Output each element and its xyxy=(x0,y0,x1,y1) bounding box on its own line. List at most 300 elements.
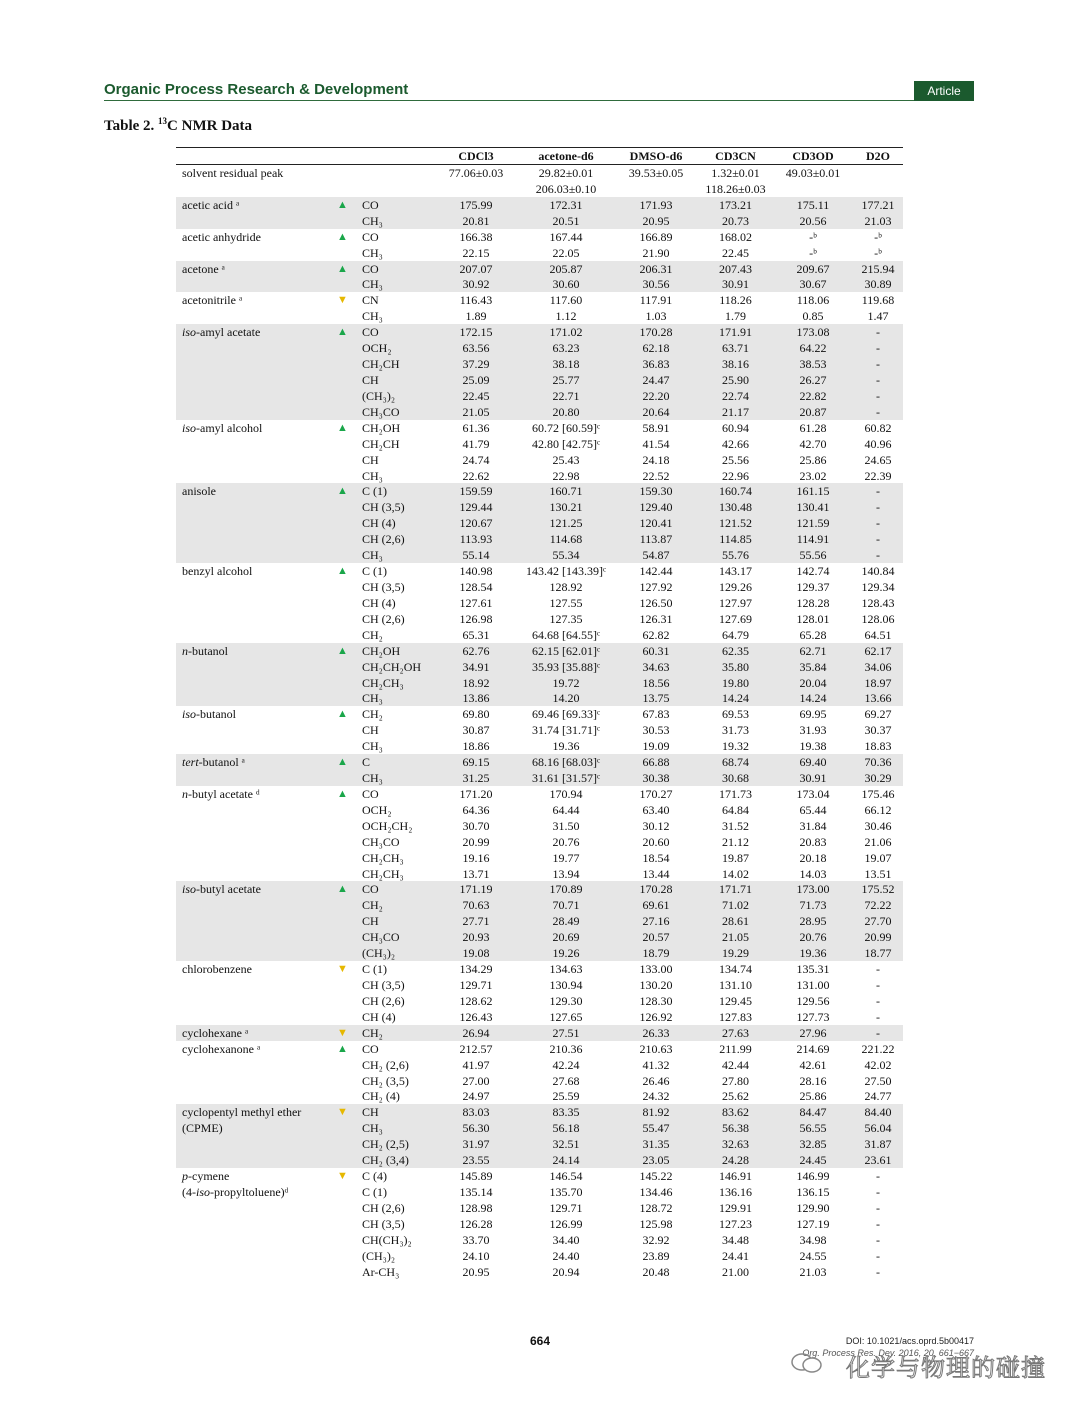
shift-value: 19.08 xyxy=(462,946,490,961)
shift-value: - xyxy=(876,357,880,372)
carbon-assignment: CH₃ xyxy=(362,691,383,706)
shift-value: 24.74 xyxy=(462,452,490,467)
shift-value: 116.43 xyxy=(459,293,493,308)
table-row xyxy=(176,929,903,945)
shift-value: 22.98 xyxy=(552,468,580,483)
shift-value: 77.06±0.03 xyxy=(448,166,504,180)
shift-value: 34.63 xyxy=(642,659,670,674)
shift-value: 25.56 xyxy=(722,452,749,467)
shift-value: 20.76 xyxy=(552,834,580,849)
shift-value: 63.56 xyxy=(462,341,490,356)
shift-value: 22.52 xyxy=(642,468,670,483)
shift-value: 24.14 xyxy=(552,1153,580,1168)
triangle-up-icon: ▲ xyxy=(337,230,348,243)
triangle-up-icon: ▲ xyxy=(337,326,348,339)
table-row xyxy=(176,961,903,977)
carbon-assignment: C (1) xyxy=(362,962,387,977)
shift-value: - xyxy=(876,1169,880,1184)
table-row xyxy=(176,977,903,993)
shift-value: - xyxy=(876,1248,880,1263)
compound-name: acetonitrile ᵃ xyxy=(182,293,243,308)
shift-value: 54.87 xyxy=(642,548,670,563)
carbon-assignment: CH₂OH xyxy=(362,420,401,435)
shift-value: 126.92 xyxy=(639,1009,673,1024)
caption-rest: C NMR Data xyxy=(167,118,253,134)
table-row xyxy=(176,1073,903,1089)
doi: DOI: 10.1021/acs.oprd.5b00417 xyxy=(845,1336,974,1346)
shift-value: 114.91 xyxy=(796,532,830,547)
table-row xyxy=(176,818,903,834)
shift-value: 27.80 xyxy=(722,1073,749,1088)
shift-value: 49.03±0.01 xyxy=(785,166,841,180)
table-row xyxy=(176,1216,903,1232)
shift-value: 18.56 xyxy=(642,675,670,690)
shift-value: 14.03 xyxy=(799,866,827,881)
shift-value: 21.12 xyxy=(722,834,749,849)
shift-value: 145.89 xyxy=(459,1169,493,1184)
carbon-assignment: CH₃ xyxy=(362,245,383,260)
shift-value: 114.85 xyxy=(719,532,752,547)
shift-value: 69.95 xyxy=(799,707,827,722)
shift-value: 128.01 xyxy=(796,611,830,626)
shift-value: 127.23 xyxy=(719,1216,752,1231)
shift-value: 128.43 xyxy=(861,595,895,610)
carbon-assignment: CH₃ xyxy=(362,1121,383,1136)
compound-name: p-cymene xyxy=(182,1169,230,1184)
table-row xyxy=(176,643,903,659)
carbon-assignment: CH₂CH₃ xyxy=(362,850,404,865)
shift-value: 69.46 [69.33]ᶜ xyxy=(531,707,601,722)
shift-value: 65.31 xyxy=(462,627,490,642)
table-row xyxy=(176,1248,903,1264)
shift-value: 121.59 xyxy=(796,516,830,531)
compound-name: acetone ᵃ xyxy=(182,261,225,276)
carbon-assignment: C xyxy=(362,755,371,770)
shift-value: 41.79 xyxy=(462,436,490,451)
shift-value: 128.72 xyxy=(639,1200,673,1215)
shift-value: 113.87 xyxy=(639,532,673,547)
table-row xyxy=(176,547,903,563)
compound-name: tert-butanol ᵃ xyxy=(182,755,245,770)
shift-value: 20.87 xyxy=(799,404,827,419)
caption-prefix: Table 2. xyxy=(104,118,159,134)
shift-value: 34.48 xyxy=(722,1232,749,1247)
shift-value: - xyxy=(876,1009,880,1024)
shift-value: 30.92 xyxy=(462,277,490,292)
shift-value: 23.61 xyxy=(864,1153,892,1168)
shift-value: 20.56 xyxy=(799,213,827,228)
shift-value: 83.62 xyxy=(722,1105,749,1120)
shift-value: 21.03 xyxy=(864,213,892,228)
shift-value: 27.51 xyxy=(552,1025,580,1040)
shift-value: 24.77 xyxy=(864,1089,892,1104)
shift-value: 19.77 xyxy=(552,850,580,865)
table-row xyxy=(176,706,903,722)
shift-value: 31.87 xyxy=(864,1137,892,1152)
shift-value: - xyxy=(876,388,880,403)
carbon-assignment: C (1) xyxy=(362,1185,387,1199)
shift-value: 20.83 xyxy=(799,834,827,849)
carbon-assignment: CH₂ (3,5) xyxy=(362,1073,409,1088)
table-row xyxy=(176,1152,903,1168)
shift-value: 27.68 xyxy=(552,1073,580,1088)
carbon-assignment: CH(CH₃)₂ xyxy=(362,1232,412,1247)
shift-value: 30.91 xyxy=(722,277,749,292)
table-row xyxy=(176,436,903,452)
shift-value: 14.20 xyxy=(552,691,580,706)
shift-value: 60.72 [60.59]ᶜ xyxy=(531,420,601,435)
shift-value: 25.43 xyxy=(552,452,580,467)
table-caption xyxy=(104,116,252,135)
shift-value: 129.71 xyxy=(459,978,493,993)
shift-value: 64.68 [64.55]ᶜ xyxy=(531,627,601,642)
table-row xyxy=(176,834,903,850)
shift-value: 63.23 xyxy=(552,341,580,356)
table-row xyxy=(176,770,903,786)
shift-value: 25.77 xyxy=(552,372,580,387)
triangle-up-icon: ▲ xyxy=(337,756,348,769)
shift-value: 129.90 xyxy=(796,1200,830,1215)
shift-value: 131.10 xyxy=(719,978,752,993)
shift-value: 128.62 xyxy=(459,993,493,1008)
table-row xyxy=(176,850,903,866)
shift-value: 19.29 xyxy=(722,946,749,961)
carbon-assignment: CH xyxy=(362,723,379,738)
shift-value: 127.83 xyxy=(719,1009,752,1024)
shift-value: 20.51 xyxy=(552,213,580,228)
shift-value: 84.47 xyxy=(799,1105,827,1120)
shift-value: 127.35 xyxy=(549,611,583,626)
shift-value: 24.10 xyxy=(462,1248,490,1263)
shift-value: 83.03 xyxy=(462,1105,490,1120)
shift-value: 18.79 xyxy=(642,946,670,961)
shift-value: 26.94 xyxy=(462,1025,490,1040)
shift-value: 42.44 xyxy=(722,1057,749,1072)
table-row xyxy=(176,1057,903,1073)
carbon-assignment: CH xyxy=(362,452,379,467)
shift-value: 21.05 xyxy=(462,404,490,419)
shift-value: 56.38 xyxy=(722,1121,749,1136)
shift-value: 24.65 xyxy=(864,452,892,467)
carbon-assignment: OCH₂ xyxy=(362,802,392,817)
shift-value: 140.98 xyxy=(459,564,493,579)
table-row xyxy=(176,866,903,882)
compound-name: acetic acid ᵃ xyxy=(182,197,240,212)
shift-value: 69.61 xyxy=(642,898,670,913)
shift-value: 35.84 xyxy=(799,659,827,674)
shift-value: 28.16 xyxy=(799,1073,827,1088)
compound-name: cyclohexane ᵃ xyxy=(182,1025,249,1040)
shift-value: 130.20 xyxy=(639,978,673,993)
table-row xyxy=(176,1009,903,1025)
table-row xyxy=(176,945,903,961)
shift-value: 170.89 xyxy=(549,882,583,897)
shift-value: 135.14 xyxy=(459,1185,493,1199)
shift-value: 20.76 xyxy=(799,930,827,945)
shift-value: 175.11 xyxy=(796,197,830,212)
shift-value: 214.69 xyxy=(796,1041,830,1056)
journal-title: Organic Process Research & Development xyxy=(104,81,409,98)
shift-value: - xyxy=(876,404,880,419)
shift-value: 129.45 xyxy=(719,993,752,1008)
shift-value: 24.40 xyxy=(552,1248,580,1263)
triangle-up-icon: ▲ xyxy=(337,1042,348,1055)
shift-value: 128.98 xyxy=(459,1200,493,1215)
shift-value: 30.68 xyxy=(722,771,749,786)
compound-name: chlorobenzene xyxy=(182,962,252,977)
shift-value: 127.19 xyxy=(796,1216,830,1231)
shift-value: - xyxy=(876,1216,880,1231)
carbon-assignment: CH (3,5) xyxy=(362,1216,405,1231)
carbon-assignment: CH₃ xyxy=(362,548,383,563)
shift-value: 130.94 xyxy=(549,978,583,993)
carbon-assignment: CH₂CH₃ xyxy=(362,866,404,881)
shift-value: 19.16 xyxy=(462,850,490,865)
shift-value: 31.25 xyxy=(462,771,490,786)
triangle-up-icon: ▲ xyxy=(337,883,348,896)
shift-value: 129.71 xyxy=(549,1200,583,1215)
shift-value: 136.16 xyxy=(719,1185,752,1199)
shift-value: 129.40 xyxy=(639,500,673,515)
shift-value: 13.44 xyxy=(642,866,670,881)
shift-value: 129.30 xyxy=(549,993,583,1008)
shift-value: 19.32 xyxy=(722,739,749,754)
shift-value: 70.63 xyxy=(462,898,490,913)
shift-value: 63.40 xyxy=(642,802,670,817)
carbon-assignment: CO xyxy=(362,261,379,276)
shift-value: 135.31 xyxy=(796,962,830,977)
shift-value: 62.35 xyxy=(722,643,749,658)
shift-value: - xyxy=(876,962,880,977)
shift-value: 62.82 xyxy=(642,627,670,642)
shift-value: 65.28 xyxy=(799,627,827,642)
shift-value: 207.43 xyxy=(719,261,752,276)
table-row xyxy=(176,499,903,515)
carbon-assignment: CH (2,6) xyxy=(362,532,405,547)
shift-value: 31.35 xyxy=(642,1137,670,1152)
shift-value: 166.38 xyxy=(459,229,493,244)
table-row xyxy=(176,1184,903,1200)
shift-value: 20.64 xyxy=(642,404,670,419)
shift-value: 32.51 xyxy=(552,1137,580,1152)
header-cd3cn: CD3CN xyxy=(715,149,756,163)
shift-value: 64.22 xyxy=(799,341,827,356)
shift-value: 127.73 xyxy=(796,1009,830,1024)
table-row xyxy=(176,690,903,706)
shift-value: 56.55 xyxy=(799,1121,827,1136)
shift-value: 113.93 xyxy=(459,532,493,547)
table-row xyxy=(176,276,903,292)
shift-value: 172.15 xyxy=(459,325,493,340)
shift-value: 134.46 xyxy=(639,1185,673,1199)
shift-value: 22.20 xyxy=(642,388,670,403)
shift-value: 30.56 xyxy=(642,277,670,292)
shift-value: 60.31 xyxy=(642,643,670,658)
shift-value: 55.47 xyxy=(642,1121,670,1136)
shift-value: 55.56 xyxy=(799,548,827,563)
shift-value: 175.99 xyxy=(459,197,493,212)
carbon-assignment: CH₂CH xyxy=(362,357,400,372)
carbon-assignment: (CH₃)₂ xyxy=(362,946,396,961)
shift-value: 13.94 xyxy=(552,866,580,881)
shift-value: 173.08 xyxy=(796,325,830,340)
shift-value: 114.68 xyxy=(549,532,583,547)
table-row xyxy=(176,1168,903,1184)
shift-value: 20.95 xyxy=(642,213,670,228)
shift-value: 22.96 xyxy=(722,468,749,483)
shift-value: 34.40 xyxy=(552,1232,580,1247)
carbon-assignment: CH xyxy=(362,914,379,929)
shift-value: 125.98 xyxy=(639,1216,673,1231)
shift-value: 127.55 xyxy=(549,595,583,610)
shift-value: 126.31 xyxy=(639,611,673,626)
shift-value: 42.70 xyxy=(799,436,827,451)
shift-value: 20.99 xyxy=(864,930,892,945)
shift-value: 34.98 xyxy=(799,1232,827,1247)
shift-value: 171.93 xyxy=(639,197,673,212)
shift-value: 36.83 xyxy=(642,357,670,372)
carbon-assignment: CH₂ xyxy=(362,898,383,913)
shift-value: 27.16 xyxy=(642,914,670,929)
shift-value: 22.05 xyxy=(552,245,580,260)
shift-value: 14.02 xyxy=(722,866,749,881)
shift-value: 160.74 xyxy=(719,484,752,499)
shift-value: 30.37 xyxy=(864,723,892,738)
shift-value: 61.28 xyxy=(799,420,827,435)
header-acetone: acetone-d6 xyxy=(538,149,594,163)
compound-name: benzyl alcohol xyxy=(182,564,253,579)
table-row xyxy=(176,881,903,897)
shift-value: 168.02 xyxy=(719,229,752,244)
shift-value: 19.80 xyxy=(722,675,749,690)
shift-value: - xyxy=(876,484,880,499)
shift-value: 172.31 xyxy=(549,197,583,212)
shift-value: 177.21 xyxy=(861,197,895,212)
shift-value: 62.17 xyxy=(864,643,892,658)
shift-value: 126.28 xyxy=(459,1216,493,1231)
shift-value: 66.88 xyxy=(642,755,670,770)
shift-value: - xyxy=(876,500,880,515)
shift-value: 27.00 xyxy=(462,1073,490,1088)
table-row xyxy=(176,165,903,181)
table-row xyxy=(176,388,903,404)
shift-value: 18.97 xyxy=(864,675,892,690)
shift-value: 28.49 xyxy=(552,914,580,929)
shift-value: 21.03 xyxy=(799,1264,827,1279)
shift-value: 13.86 xyxy=(462,691,490,706)
shift-value: 31.50 xyxy=(552,818,580,833)
table-row xyxy=(176,738,903,754)
shift-value: 173.00 xyxy=(796,882,830,897)
table-row xyxy=(176,1120,903,1136)
table-row xyxy=(176,1136,903,1152)
shift-value: 41.97 xyxy=(462,1057,490,1072)
shift-value: 71.73 xyxy=(799,898,827,913)
shift-value: 39.53±0.05 xyxy=(628,166,684,180)
shift-value: 69.15 xyxy=(462,755,490,770)
header-cd3od: CD3OD xyxy=(792,149,834,163)
shift-value: 18.83 xyxy=(864,739,892,754)
shift-value: 23.02 xyxy=(799,468,827,483)
shift-value: 42.61 xyxy=(799,1057,827,1072)
shift-value: 20.94 xyxy=(552,1264,580,1279)
shift-value: 221.22 xyxy=(861,1041,895,1056)
shift-value: 30.70 xyxy=(462,818,490,833)
shift-value: 35.80 xyxy=(722,659,749,674)
shift-value: 62.71 xyxy=(799,643,827,658)
table-row xyxy=(176,563,903,579)
shift-value: 146.91 xyxy=(719,1169,752,1184)
table-row xyxy=(176,611,903,627)
table-row xyxy=(176,754,903,770)
table-row xyxy=(176,515,903,531)
shift-value: 133.00 xyxy=(639,962,673,977)
shift-value: 41.32 xyxy=(642,1057,670,1072)
shift-value: 142.44 xyxy=(639,564,673,579)
shift-value: 38.18 xyxy=(552,357,580,372)
compound-name: cyclohexanone ᵃ xyxy=(182,1041,261,1056)
shift-value: 1.03 xyxy=(645,309,667,324)
shift-value: 62.76 xyxy=(462,643,490,658)
shift-value: 19.36 xyxy=(552,739,580,754)
shift-value: 127.65 xyxy=(549,1009,583,1024)
shift-value: 129.44 xyxy=(459,500,493,515)
shift-value: 20.73 xyxy=(722,213,749,228)
carbon-assignment: CH (4) xyxy=(362,1009,396,1024)
shift-value: 30.29 xyxy=(864,771,892,786)
shift-value: 127.92 xyxy=(639,579,673,594)
shift-value: 206.03±0.10 xyxy=(535,181,597,196)
shift-value: 34.06 xyxy=(864,659,892,674)
carbon-assignment: CH xyxy=(362,372,379,387)
shift-value: 171.91 xyxy=(719,325,752,340)
shift-value: 145.22 xyxy=(639,1169,673,1184)
table-row xyxy=(176,913,903,929)
shift-value: 1.32±0.01 xyxy=(711,166,760,180)
shift-value: 170.28 xyxy=(639,325,673,340)
shift-value: 117.91 xyxy=(639,293,673,308)
shift-value: 121.25 xyxy=(549,516,583,531)
shift-value: 121.52 xyxy=(719,516,752,531)
watermark: 化学与物理的碰撞 xyxy=(846,1354,1046,1382)
carbon-assignment: CO xyxy=(362,1041,379,1056)
carbon-assignment: CH₂ (3,4) xyxy=(362,1153,409,1168)
shift-value: 130.48 xyxy=(719,500,752,515)
table-row xyxy=(176,531,903,547)
shift-value: 128.28 xyxy=(796,595,830,610)
compound-name: iso-butyl acetate xyxy=(182,882,261,897)
shift-value: 42.02 xyxy=(864,1057,892,1072)
article-badge: Article xyxy=(914,81,974,101)
shift-value: 146.99 xyxy=(796,1169,830,1184)
carbon-assignment: CH (2,6) xyxy=(362,1200,405,1215)
shift-value: 55.14 xyxy=(462,548,490,563)
shift-value: 72.22 xyxy=(864,898,892,913)
shift-value: 62.15 [62.01]ᶜ xyxy=(531,643,601,658)
shift-value: 128.92 xyxy=(549,579,583,594)
shift-value: 24.97 xyxy=(462,1089,490,1104)
shift-value: 20.93 xyxy=(462,930,490,945)
shift-value: 13.71 xyxy=(462,866,490,881)
shift-value: 30.53 xyxy=(642,723,670,738)
shift-value: 21.06 xyxy=(864,834,892,849)
triangle-up-icon: ▲ xyxy=(337,565,348,578)
carbon-assignment: (CH₃)₂ xyxy=(362,1248,396,1263)
shift-value: 24.18 xyxy=(642,452,670,467)
table-row xyxy=(176,420,903,436)
shift-value: 20.18 xyxy=(799,850,827,865)
triangle-up-icon: ▲ xyxy=(337,262,348,275)
